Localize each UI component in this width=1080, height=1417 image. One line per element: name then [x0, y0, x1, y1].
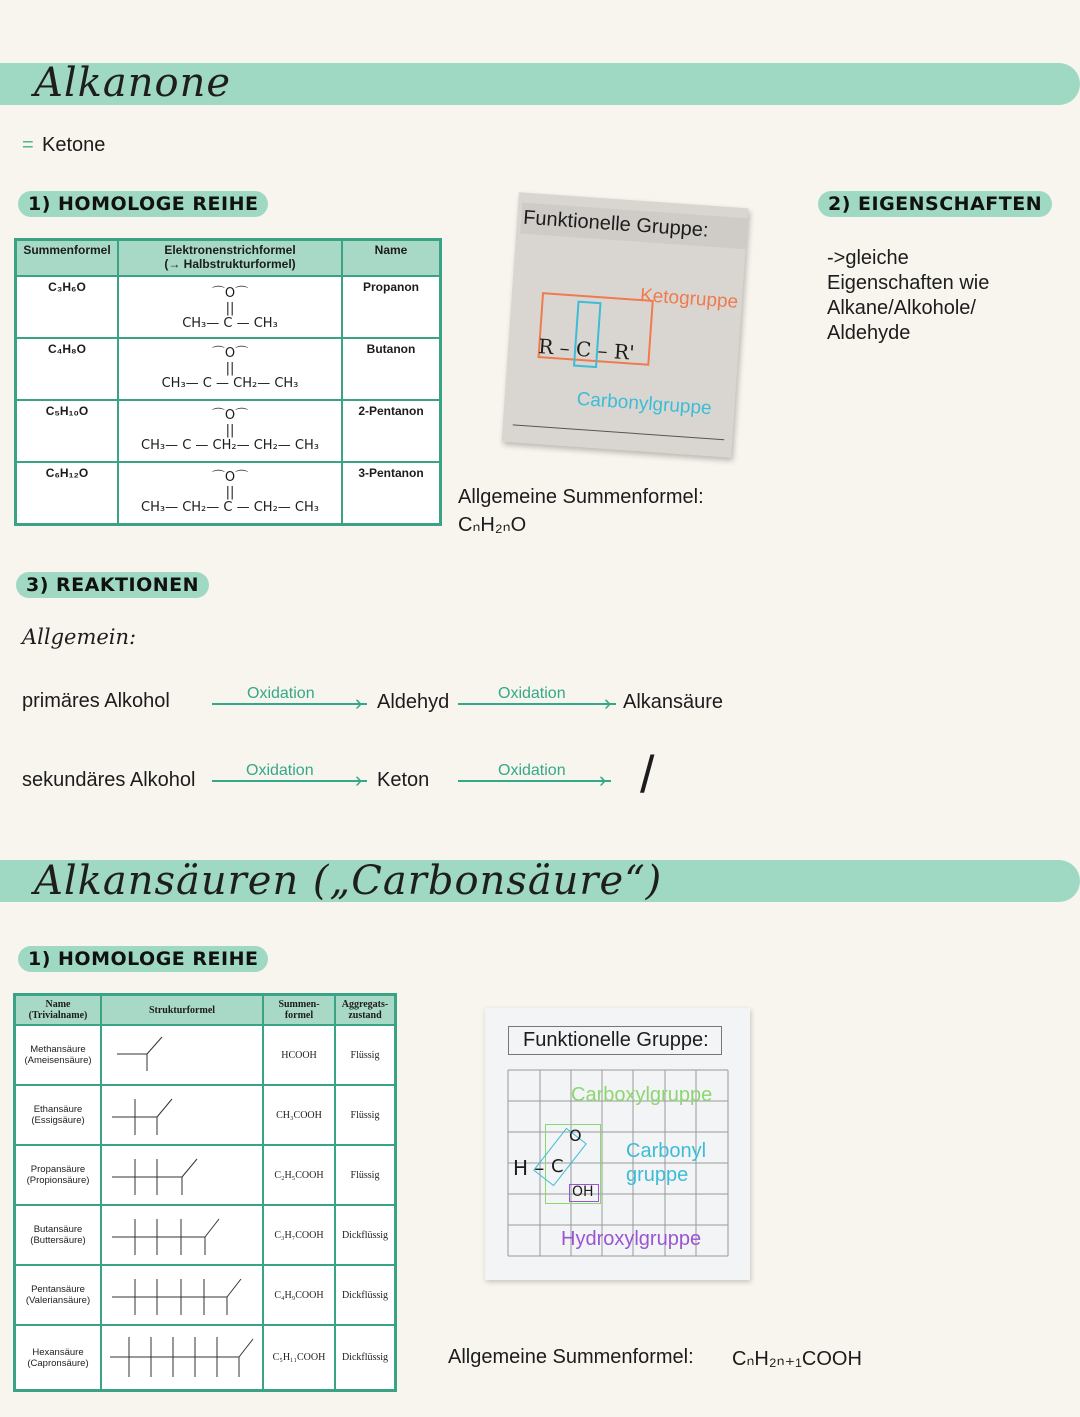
acid-formula: CH₃COOH — [263, 1085, 335, 1145]
section-title-alkansaeuren: Alkansäuren („Carbonsäure“) — [34, 858, 663, 904]
structure-drawing — [107, 1269, 257, 1319]
carbonyl-label: Carbonylgruppe — [575, 388, 713, 420]
reaction2-end: / — [640, 746, 655, 804]
ketone-subtitle: Ketone — [42, 134, 106, 156]
table-row — [15, 1085, 396, 1145]
row-structure: ⌒O⌒ || CH₃— C — CH₂— CH₂— CH₃ — [118, 400, 342, 462]
heading-eigenschaften: 2) EIGENSCHAFTEN — [818, 191, 1052, 217]
heading-homologe-reihe-1: 1) HOMOLOGE REIHE — [18, 191, 268, 217]
properties-text — [827, 246, 1027, 346]
row-structure-text: CH₃— C — CH₂— CH₂— CH₃ — [141, 438, 319, 453]
th-aggregatszustand: Aggregats-zustand — [335, 995, 396, 1026]
acid-structure — [101, 1265, 263, 1325]
reaction1-mid: Aldehyd — [377, 691, 450, 713]
th-summenformel: Summenformel — [16, 240, 119, 277]
acid-state: Dickflüssig — [335, 1265, 396, 1325]
row-name: Propanon — [342, 276, 441, 338]
section-title-alkanone: Alkanone — [34, 60, 232, 106]
ketone-equals: = — [22, 134, 34, 156]
card-line — [513, 424, 725, 440]
carbonyl-label-1: Carbonyl — [626, 1140, 707, 1162]
acid-structure — [101, 1325, 263, 1391]
row-structure: ⌒O⌒ || CH₃— C — CH₃ — [118, 276, 342, 338]
reaction2-arrow2 — [458, 780, 611, 782]
structure-drawing — [107, 1149, 257, 1199]
th-summenformel: Summen-formel — [263, 995, 335, 1026]
ketone-general-formula: CₙH₂ₙO — [458, 514, 527, 536]
acid-general-formula: CₙH₂ₙ₊₁COOH — [732, 1348, 862, 1370]
reaction1-arrow1 — [212, 703, 367, 705]
acid-formula: C₃H₇COOH — [263, 1205, 335, 1265]
structure-drawing — [107, 1327, 257, 1385]
th-name-trivial: Name (Trivialname) — [15, 995, 102, 1026]
reaction1-arrow2-label: Oxidation — [498, 685, 566, 702]
acid-state: Flüssig — [335, 1085, 396, 1145]
acid-formula-c: C — [551, 1156, 564, 1177]
card-title: Funktionelle Gruppe: — [520, 203, 748, 250]
reaction1-end: Alkansäure — [623, 691, 724, 713]
row-structure: ⌒O⌒ || CH₃— CH₂— C — CH₂— CH₃ — [118, 462, 342, 525]
acid-structure — [101, 1085, 263, 1145]
acid-name: Butansäure (Buttersäure) — [15, 1205, 102, 1265]
acid-formula: C₂H₅COOH — [263, 1145, 335, 1205]
row-name: Butanon — [342, 338, 441, 400]
structure-drawing — [107, 1029, 257, 1079]
th-elektronen-line1: Elektronenstrichformel — [164, 243, 296, 257]
allgemein-label: Allgemein: — [22, 625, 137, 649]
row-name: 2-Pentanon — [342, 400, 441, 462]
heading-reaktionen: 3) REAKTIONEN — [16, 572, 209, 598]
acid-formula: C₄H₉COOH — [263, 1265, 335, 1325]
card-title: Funktionelle Gruppe: — [508, 1026, 722, 1055]
chevron-right-icon: › — [355, 690, 363, 715]
ketone-general-label: Allgemeine Summenformel: — [458, 486, 704, 508]
reaction2-arrow1 — [212, 780, 367, 782]
ketone-homolog-table — [14, 238, 442, 526]
acid-homolog-table — [13, 993, 397, 1392]
carboxyl-label: Carboxylgruppe — [571, 1084, 713, 1106]
acid-state: Flüssig — [335, 1145, 396, 1205]
acid-state: Dickflüssig — [335, 1205, 396, 1265]
acid-name: Methansäure (Ameisensäure) — [15, 1025, 102, 1085]
row-formula: C₃H₆O — [16, 276, 119, 338]
reaction2-start: sekundäres Alkohol — [22, 769, 196, 791]
chevron-right-icon: › — [599, 767, 607, 792]
table-row — [16, 276, 441, 338]
th-strukturformel: Strukturformel — [101, 995, 263, 1026]
reaction2-mid: Keton — [377, 769, 430, 791]
row-name: 3-Pentanon — [342, 462, 441, 525]
table-row — [15, 1265, 396, 1325]
structure-drawing — [107, 1089, 257, 1139]
acid-formula: HCOOH — [263, 1025, 335, 1085]
th-name: Name — [342, 240, 441, 277]
hydroxyl-label: Hydroxylgruppe — [561, 1228, 702, 1250]
reaction1-start: primäres Alkohol — [22, 690, 170, 712]
acid-state: Flüssig — [335, 1025, 396, 1085]
row-structure: ⌒O⌒ || CH₃— C — CH₂— CH₃ — [118, 338, 342, 400]
row-structure-text: CH₃— C — CH₂— CH₃ — [161, 376, 299, 391]
carbonyl-label-2: gruppe — [626, 1164, 689, 1186]
chevron-right-icon: › — [355, 767, 363, 792]
table-row — [15, 1145, 396, 1205]
acid-structure — [101, 1025, 263, 1085]
acid-name: Pentansäure (Valeriansäure) — [15, 1265, 102, 1325]
acid-structure — [101, 1145, 263, 1205]
acid-formula-oh: OH — [572, 1184, 594, 1200]
acid-formula: C₅H₁₁COOH — [263, 1325, 335, 1391]
row-formula: C₄H₈O — [16, 338, 119, 400]
reaction1-arrow2 — [458, 703, 616, 705]
ketone-formula: R – C – R' — [537, 334, 636, 365]
acid-state: Dickflüssig — [335, 1325, 396, 1391]
reaction2-arrow1-label: Oxidation — [246, 762, 314, 779]
th-elektronen-line2: (→ Halbstrukturformel) — [164, 257, 296, 271]
table-row — [15, 1205, 396, 1265]
row-formula: C₅H₁₀O — [16, 400, 119, 462]
reaction2-arrow2-label: Oxidation — [498, 762, 566, 779]
row-formula: C₆H₁₂O — [16, 462, 119, 525]
ketone-functional-group-card — [502, 192, 749, 457]
chevron-right-icon: › — [604, 690, 612, 715]
acid-structure — [101, 1205, 263, 1265]
acid-formula-h: H – — [513, 1156, 545, 1180]
table-row — [16, 462, 441, 525]
heading-homologe-reihe-2: 1) HOMOLOGE REIHE — [18, 946, 268, 972]
acid-name: Ethansäure (Essigsäure) — [15, 1085, 102, 1145]
keto-label: Ketogruppe — [639, 285, 739, 313]
properties-body: ->gleiche Eigenschaften wie Alkane/Alkohole/ Aldehyde — [827, 247, 990, 344]
acid-formula-o: O — [569, 1126, 582, 1145]
acid-functional-group-card — [485, 1008, 750, 1280]
structure-drawing — [107, 1209, 257, 1259]
table-row — [15, 1025, 396, 1085]
table-row — [16, 338, 441, 400]
acid-name: Propansäure (Propionsäure) — [15, 1145, 102, 1205]
row-structure-text: CH₃— C — CH₃ — [182, 316, 278, 331]
reaction1-arrow1-label: Oxidation — [247, 685, 315, 702]
acid-name: Hexansäure (Capronsäure) — [15, 1325, 102, 1391]
th-elektronenstrichformel — [118, 240, 342, 277]
table-row — [15, 1325, 396, 1391]
acid-general-label: Allgemeine Summenformel: — [448, 1346, 694, 1368]
table-row — [16, 400, 441, 462]
row-structure-text: CH₃— CH₂— C — CH₂— CH₃ — [141, 500, 319, 515]
